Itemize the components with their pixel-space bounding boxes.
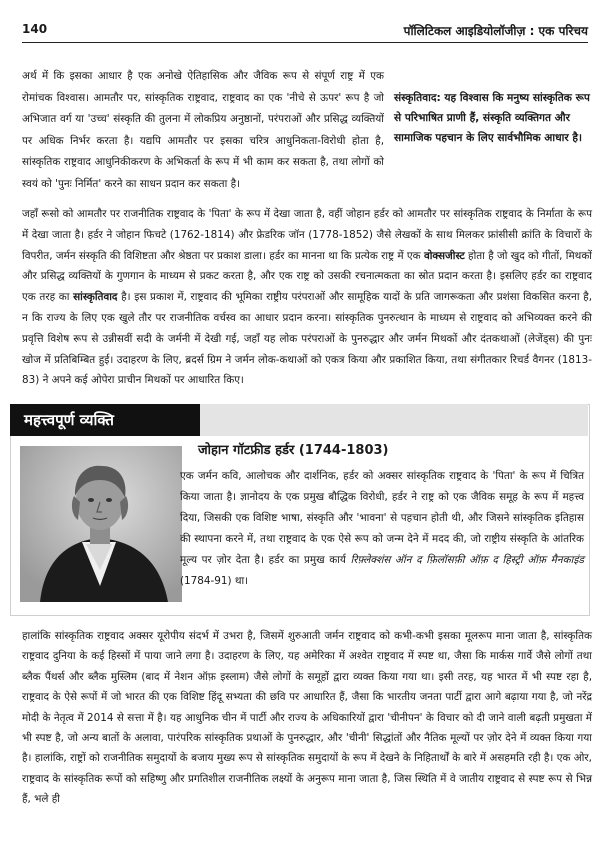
bio-work-title: रिफ़्लेक्शंस ऑन द फ़िलॉसफ़ी ऑफ़ द हिस्ट्री ऑफ़ मैनकाइंड [350, 554, 584, 566]
main-paragraph-part3: है। इस प्रकाश में, राष्ट्रवाद की भूमिका राष्ट्रीय परंपराओं और सामूहिक यादों के प्रति जागरूकता और प्रशंसा विकसित करना है, न कि राज्य के लिए एक खुले तौर पर राजनीतिक वर्चस्व का आधार प्रदान करना। सांस्कृतिक पुनरुत्थान के माध्यम से राष्ट्रवाद को अभिव्यक्त करने की प्रवृत्ति विशेष रूप से उन्नीसवीं सदी के जर्मनी में देखी गई, जहाँ यह लोक परंपराओं के पुनरुद्धार और जर्मन मिथकों और दंतकथाओं (लेजेंड्स) की पुनः खोज में प्रतिबिम्बित हुई। उदाहरण के लिए, ब्रदर्स ग्रिम ने जर्मन लोक-कथाओं को एकत्र किया और प्रकाशित किया, तथा संगीतकार रिचर्ड वैगनर (1813-83) ने अपने कई ओपेरा प्राचीन मिथकों पर आधारित किए। [22, 291, 593, 387]
page-number: 140 [22, 22, 48, 36]
key-figure-bio [180, 466, 584, 592]
bio-text: एक जर्मन कवि, आलोचक और दार्शनिक, हर्डर को अक्सर सांस्कृतिक राष्ट्रवाद के 'पिता' के रूप में चित्रित किया जाता है। ज्ञानोदय के एक प्रमुख बौद्धिक विरोधी, हर्डर ने राष्ट्र को एक जैविक समूह के रूप में महत्त्व दिया, जिसकी एक विशिष्ट भाषा, संस्कृति और 'भावना' से पहचान होती थी, और जिसने सांस्कृतिक इतिहास की स्थापना करने में, तथा राष्ट्रवाद के एक ऐसे रूप को जन्म देने में मदद की, जो राष्ट्रीय संस्कृति के आंतरिक मूल्य पर ज़ोर देता है। हर्डर का प्रमुख कार्य [180, 470, 584, 566]
term-volksgeist: वोक्सजीस्ट [423, 249, 465, 262]
herder-portrait [20, 446, 182, 602]
main-paragraph [22, 204, 592, 391]
bio-end: (1784-91) था। [180, 575, 249, 587]
main-paragraph-part1: जहाँ रूसो को आमतौर पर राजनीतिक राष्ट्रवाद के 'पिता' के रूप में देखा जाता है, वहीं जोहान हर्डर को आमतौर पर सांस्कृतिक राष्ट्रवाद के निर्माता के रूप में देखा जाता है। हर्डर ने जोहान फिचटे (1762-1814) और फ्रेडरिक जॉन (1778-1852) जैसे लेखकों के साथ मिलकर फ्रांसीसी क्रांति के विचारों के विपरीत, जर्मन संस्कृति की विशिष्टता और श्रेष्ठता पर प्रकाश डाला। हर्डर का मानना था कि प्रत्येक राष्ट्र में एक [22, 208, 592, 262]
portrait-illustration [20, 446, 182, 602]
margin-definition [394, 88, 590, 148]
intro-paragraph: अर्थ में कि इसका आधार है एक अनोखे ऐतिहासिक और जैविक रूप से संपूर्ण राष्ट्र में एक रोमांचक विश्वास। आमतौर पर, सांस्कृतिक राष्ट्रवाद, राष्ट्रवाद का एक 'नीचे से ऊपर' रूप है जो अभिजात वर्ग या 'उच्च' संस्कृति की तुलना में लोकप्रिय अनुष्ठानों, परंपराओं और प्रसिद्ध व्यक्तियों पर अधिक निर्भर करता है। यद्यपि आमतौर पर इसका चरित्र आधुनिकता-विरोधी होता है, सांस्कृतिक राष्ट्रवाद आधुनिकीकरण के अभिकर्ता के रूप में भी काम कर सकता है, तथा लोगों को स्वयं को 'पुनः निर्मित' करने का साधन प्रदान कर सकता है। [22, 70, 384, 190]
key-figure-header-band [200, 404, 588, 436]
key-figure-name: जोहान गॉटफ्रीड हर्डर (1744-1803) [198, 443, 389, 458]
key-figure-header [10, 404, 200, 436]
key-figure-title: महत्त्वपूर्ण व्यक्ति [24, 411, 114, 429]
running-title: पॉलिटिकल आइडियोलॉजीज़ : एक परिचय [403, 24, 588, 38]
main-paragraph-part2: होता है जो खुद को गीतों, मिथकों और प्रसिद्ध व्यक्तियों के गुणगान के माध्यम से प्रकट करता है, और एक राष्ट्र को उसकी रचनात्मकता का स्रोत प्रदान करता है। इसलिए हर्डर का राष्ट्रवाद एक तरह का [22, 249, 592, 304]
definition-term: संस्कृतिवाद: [394, 92, 441, 104]
page-header [22, 22, 588, 43]
bottom-paragraph: हालांकि सांस्कृतिक राष्ट्रवाद अक्सर यूरोपीय संदर्भ में उभरा है, जिसमें शुरुआती जर्मन राष्ट्रवाद को कभी-कभी इसका मूलरूप माना जाता है, सांस्कृतिक राष्ट्रवाद दुनिया के कई हिस्सों में पाया जाने लगा है। उदाहरण के लिए, यह अमेरिका में अश्वेत राष्ट्रवाद में स्पष्ट था, जैसा कि मार्कस गार्वे जैसे लोगों तथा ब्लैक पैंथर्स और ब्लैक मुस्लिम (बाद में नेशन ऑफ़ इस्लाम) जैसे लोगों के समूहों द्वारा व्यक्त किया गया था। इसी तरह, यह भारत में भी स्पष्ट रहा है, राष्ट्रवाद के ऐसे रूपों में जो भारत की एक विशिष्ट हिंदू सभ्यता की छवि पर आधारित हैं, जैसा कि भारतीय जनता पार्टी द्वारा आगे बढ़ाया गया है, जो नरेंद्र मोदी के नेतृत्व में 2014 से सत्ता में है। यह आधुनिक चीन में पार्टी और राज्य के अधिकारियों द्वारा 'चीनीपन' के विचार को दी जाने वाली बढ़ती प्रमुखता में भी स्पष्ट है, जो अन्य बातों के अलावा, पारंपरिक सांस्कृतिक प्रथाओं के पुनरुद्धार, और 'चीनी' सिद्धांतों और नैतिक मूल्यों पर ज़ोर देने में व्यक्त किया गया है। हालांकि, राष्ट्रों को राजनीतिक समुदायों के बजाय मुख्य रूप से सांस्कृतिक समुदायों के रूप में देखने के निहितार्थों के बारे में असहमति रही है। एक ओर, राष्ट्रवाद के सांस्कृतिक रूपों को सहिष्णु और प्रगतिशील राजनीतिक लक्ष्यों के अनुरूप माना जाता है, जिस स्थिति में वे जातीय राष्ट्रवाद से स्पष्ट रूप से भिन्न हैं, भले ही [22, 630, 592, 806]
definition-text: यह विश्वास कि मनुष्य सांस्कृतिक रूप से परिभाषित प्राणी हैं, संस्कृति व्यक्तिगत और सामाजिक पहचान के लिए सार्वभौमिक आधार है। [394, 92, 590, 144]
term-culturalism: सांस्कृतिवाद [73, 291, 118, 304]
